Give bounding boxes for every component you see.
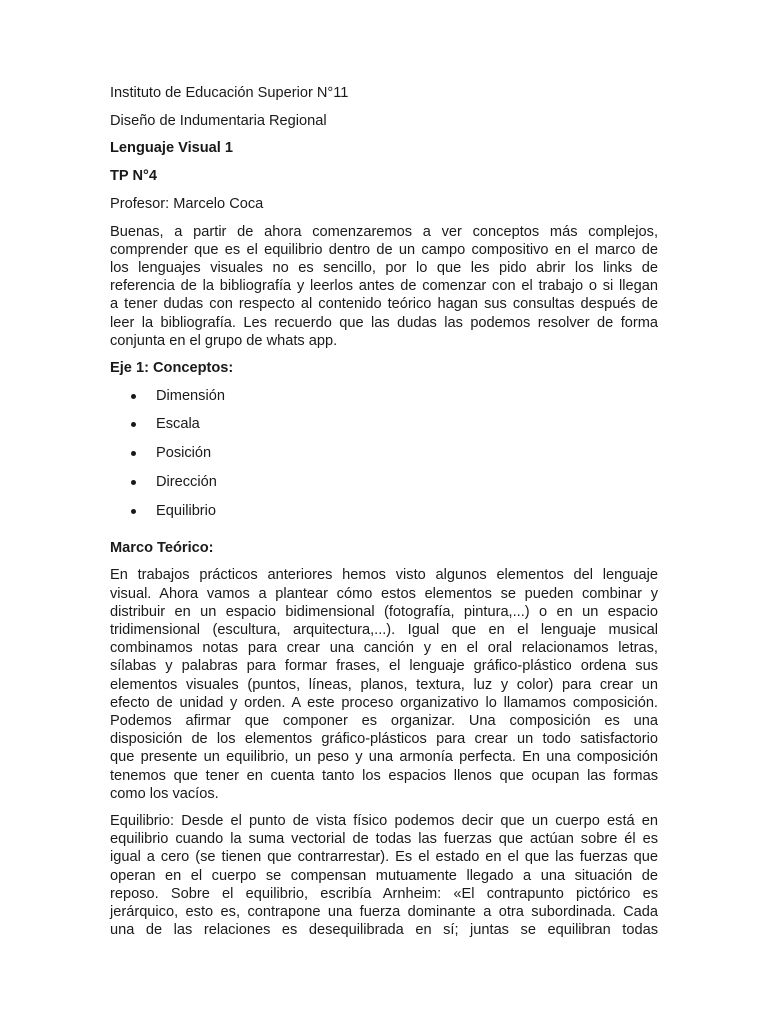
equilibrio-line: operan en el cuerpo se compensan mutuamente llegado a una situación de [110,867,658,884]
marco-line: disposición de los elementos gráfico-plásticos para crear un todo satisfactorio [110,731,658,748]
bullet-icon [131,509,136,514]
institute-name: Instituto de Educación Superior N°11 [110,85,349,101]
concept-label: Equilibrio [156,502,217,519]
bullet-icon [131,480,136,485]
equilibrio-line: Equilibrio: Desde el punto de vista físico podemos decir que un cuerpo está en [110,812,658,829]
concept-label: Dirección [156,474,217,491]
intro-paragraph [110,223,658,350]
marco-line: distribuir en un espacio bidimensional (fotografía, pintura,...) o en un espacio [110,603,658,620]
intro-line: comprender que es el equilibrio dentro de un campo compositivo en el marco de [110,241,658,258]
intro-line: los lenguajes visuales no es sencillo, por lo que les pido abrir los links de [110,259,658,276]
marco-line: Podemos afirmar que componer es organizar. Una composición es una [110,712,658,729]
intro-line: conjunta en el grupo de whats app. [110,332,338,349]
intro-line: leer la bibliografía. Les recuerdo que las dudas las podemos resolver de forma [110,314,658,331]
concept-label: Escala [156,416,200,433]
equilibrio-line: una de las relaciones es desequilibrada en sí; juntas se equilibran todas [110,922,658,939]
eje1-heading: Eje 1: Conceptos: [110,359,234,376]
intro-line: Buenas, a partir de ahora comenzaremos a ver conceptos más complejos, [110,223,658,240]
professor-name: Profesor: Marcelo Coca [110,195,264,212]
concept-label: Posición [156,445,212,462]
concept-label: Dimensión [156,387,225,404]
marco-heading: Marco Teórico: [110,539,214,556]
concepts-list [110,387,658,531]
marco-paragraph [110,566,658,803]
equilibrio-line: jerárquico, esto es, contrapone una fuerza dominante a otra subordinada. Cada [110,903,658,920]
list-item [110,444,658,473]
marco-line: tenemos que tener en cuenta tanto los espacios llenos que ocupan las formas [110,767,658,784]
marco-line: sílabas y palabras para formar frases, el lenguaje gráfico-plástico ordena sus [110,658,658,675]
bullet-icon [131,422,136,427]
document-page [110,84,658,948]
equilibrio-line: igual a cero (se tienen que contrarrestar). Es el estado en el que las fuerzas que [110,849,658,866]
list-item [110,415,658,444]
bullet-icon [131,451,136,456]
marco-line: combinamos notas para crear una canción y en el oral relacionamos letras, [110,640,658,657]
list-item [110,387,658,416]
program-name: Diseño de Indumentaria Regional [110,112,327,129]
marco-line: En trabajos prácticos anteriores hemos visto algunos elementos del lenguaje [110,567,658,584]
bullet-icon [131,394,136,399]
intro-line: a tener dudas con respecto al contenido teórico hagan sus consultas después de [110,296,658,313]
marco-line: efecto de unidad y orden. A este proceso organizativo lo llamamos composición. [110,694,658,711]
marco-line: tridimensional (escultura, arquitectura,...). Igual que en el lenguaje musical [110,621,658,638]
list-item [110,473,658,502]
marco-line: como los vacíos. [110,785,219,802]
marco-line: elementos visuales (puntos, líneas, planos, textura, luz y color) para crear un [110,676,658,693]
list-item [110,502,658,531]
course-title: Lenguaje Visual 1 [110,140,234,157]
marco-line: visual. Ahora vamos a plantear cómo estos elementos se pueden combinar y [110,585,658,602]
equilibrio-line: equilibrio cuando la suma vectorial de todas las fuerzas que actúan sobre él es [110,831,658,848]
equilibrio-line: reposo. Sobre el equilibrio, escribía Arnheim: «El contrapunto pictórico es [110,885,658,902]
marco-line: que presente un equilibrio, un peso y una armonía perfecta. En una composición [110,749,658,766]
assignment-number: TP N°4 [110,168,157,185]
intro-line: referencia de la bibliografía y leerlos antes de comenzar con el trabajo o si llegan [110,278,658,295]
equilibrio-paragraph [110,812,658,939]
